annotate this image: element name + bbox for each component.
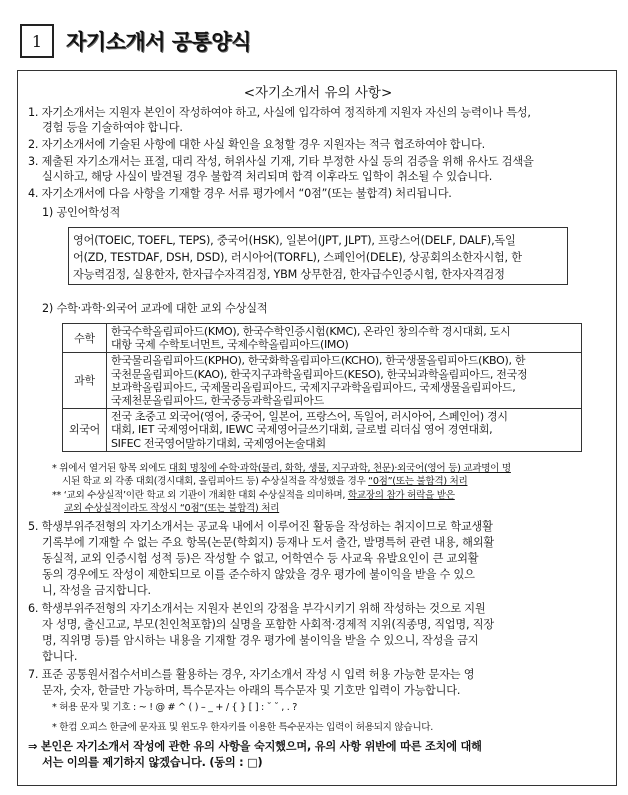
language-test-line-3: 자능력검정, 실용한자, 한자급수자격검정, YBM 상무한검, 한자급수인증시험, 한자자격검정 bbox=[73, 268, 505, 281]
competition-line: 전국 초중고 외국어(영어, 중국어, 일본어, 프랑스어, 독일어, 러시아어, 스페인어) 경시 bbox=[111, 410, 508, 424]
item-4-line-1: 4. 자기소개서에 다음 사항을 기재할 경우 서류 평가에서 “0점”(또는 불합격) 처리됩니다. bbox=[28, 187, 452, 200]
competition-line: 보과학올림피아드, 국제물리올림피아드, 국제지구과학올림피아드, 국제생물올림피아드, bbox=[111, 380, 516, 394]
competition-line: 한국물리올림피아드(KPHO), 한국화학올림피아드(KCHO), 한국생물올림피아드(KBO), 한 bbox=[111, 354, 526, 368]
section-number: 1 bbox=[20, 24, 54, 58]
section-header bbox=[20, 24, 280, 60]
footnote-1-text-d: “0점”(또는 불합격) 처리 bbox=[368, 476, 468, 487]
agreement-line-2: 서는 이의를 제기하지 않겠습니다. (동의 : □) bbox=[42, 756, 263, 769]
hancom-note: * 한컴 오피스 한글에 문자표 및 윈도우 한자키를 이용한 특수문자는 입력이 허용되지 않습니다. bbox=[52, 722, 434, 733]
item-6-line-4: 합니다. bbox=[42, 650, 78, 663]
item-5-line-4: 동의 경우에도 작성이 제한되므로 이를 준수하지 않았을 경우 평가에 불이익을 받을 수 있으 bbox=[42, 568, 475, 581]
item-3-line-1: 3. 제출된 자기소개서는 표절, 대리 작성, 허위사실 기재, 기타 부정한 사실 등의 검증을 위해 유사도 검색을 bbox=[28, 155, 534, 168]
footnote-1-text-a: * 위에서 열거된 항목 외에도 bbox=[52, 463, 169, 474]
item-7-line-1: 7. 표준 공통원서접수서비스를 활용하는 경우, 자기소개서 작성 시 입력 허용 가능한 문자는 영 bbox=[28, 668, 475, 681]
footnote-2-text-a: ** ‘교외 수상실적’이란 학교 외 기관이 개최한 대회 수상실적을 의미하며, bbox=[52, 490, 348, 501]
competition-line: 대회, IET 국제영어대회, IEWC 국제영어글쓰기대회, 글로벌 리더십 영어 경연대회, bbox=[111, 423, 493, 437]
item-5-line-1: 5. 학생부위주전형의 자기소개서는 공교육 내에서 이루어진 활동을 작성하는 취지이므로 학교생활 bbox=[28, 520, 493, 533]
item-5-line-2: 기록부에 기재할 수 없는 주요 항목(논문(학회지) 등재나 도서 출간, 발명특허 관련 내용, 해외활 bbox=[42, 536, 494, 549]
subject-cell: 외국어 bbox=[63, 409, 107, 452]
footnote-2-line-1 bbox=[52, 489, 455, 502]
footnote-1-line-2 bbox=[62, 475, 467, 488]
subject-cell: 수학 bbox=[63, 324, 107, 353]
table-row bbox=[63, 324, 582, 353]
competition-list bbox=[107, 353, 582, 409]
language-test-line-2: 어(ZD, TESTDAF, DSH, DSD), 러시아어(TORFL), 스페인어(DELE), 상공회의소한자시험, 한 bbox=[73, 251, 522, 264]
competition-list bbox=[107, 324, 582, 353]
footnote-1-line-1 bbox=[52, 462, 511, 475]
item-1-line-2: 경험 등을 기술하여야 합니다. bbox=[42, 121, 183, 134]
item-5-line-3: 동실적, 교외 인증시험 성적 등)은 작성할 수 없고, 어학연수 등 사교육 유발요인이 큰 교외활 bbox=[42, 552, 479, 565]
item-6-line-2: 자 성명, 출신고교, 부모(친인척포함)의 실명을 포함한 사회적·경제적 지위(직종명, 직업명, 직장 bbox=[42, 618, 494, 631]
table-row bbox=[63, 353, 582, 409]
footnote-2-line-2: 교외 수상실적이라도 작성시 “0점”(또는 불합격) 처리 bbox=[64, 503, 280, 514]
footnote-1-text-c: 시된 학교 외 각종 대회(경시대회, 올림피아드 등) 수상실적을 작성했을 경우 bbox=[62, 476, 369, 487]
competition-line: SIFEC 전국영어말하기대회, 국제영어논술대회 bbox=[111, 436, 326, 450]
allowed-characters: * 허용 문자 및 기호 : ~ ! @ # ^ ( ) – _ + / { } [ ] : ˘ ˘ , . ? bbox=[52, 702, 298, 713]
item-3-line-2: 실시하고, 해당 사실이 발견될 경우 불합격 처리되며 합격 이후라도 입학이 취소될 수 있습니다. bbox=[42, 170, 493, 183]
sub-1-label: 1) 공인어학성적 bbox=[42, 206, 121, 219]
item-6-line-1: 6. 학생부위주전형의 자기소개서는 지원자 본인의 강점을 부각시키기 위해 작성하는 것으로 지원 bbox=[28, 602, 486, 615]
sub-2-label: 2) 수학·과학·외국어 교과에 대한 교외 수상실적 bbox=[42, 302, 268, 315]
notice-heading: <자기소개서 유의 사항> bbox=[243, 85, 393, 101]
competition-line: 대항 국제 수학토너먼트, 국제수학올림피아드(IMO) bbox=[111, 338, 349, 352]
competition-line: 한국수학올림피아드(KMO), 한국수학인증시험(KMC), 온라인 창의수학 경시대회, 도시 bbox=[111, 325, 511, 338]
footnote-2-text-b: 학교장의 참가 허락을 받은 bbox=[347, 490, 455, 501]
agreement-line-1: ⇒ 본인은 자기소개서 작성에 관한 유의 사항을 숙지했으며, 유의 사항 위반에 따른 조치에 대해 bbox=[28, 740, 482, 753]
item-6-line-3: 명, 직위명 등)를 암시하는 내용을 기재할 경우 평가에 불이익을 받을 수 있으니, 작성을 금지 bbox=[42, 634, 479, 647]
language-test-line-1: 영어(TOEIC, TOEFL, TEPS), 중국어(HSK), 일본어(JPT, JLPT), 프랑스어(DELF, DALF),독일 bbox=[73, 234, 516, 247]
competition-line: 국제천문올림피아드, 한국중등과학올림피아드 bbox=[111, 394, 324, 408]
language-test-box bbox=[68, 227, 568, 285]
competition-list bbox=[107, 409, 582, 452]
competition-table bbox=[62, 323, 582, 452]
competition-line: 국천문올림피아드(KAO), 한국지구과학올림피아드(KESO), 한국뇌과학올림피아드, 전국정 bbox=[111, 367, 528, 381]
item-7-line-2: 문자, 숫자, 한글만 가능하며, 특수문자는 아래의 특수문자 및 기호만 입력이 가능합니다. bbox=[42, 684, 461, 697]
item-5-line-5: 니, 작성을 금지합니다. bbox=[42, 584, 151, 597]
table-row bbox=[63, 409, 582, 452]
footnote-1-text-b: 대회 명칭에 수학·과학(물리, 화학, 생물, 지구과학, 천문)·외국어(영어 등) 교과명이 명 bbox=[168, 463, 511, 474]
item-2-line-1: 2. 자기소개서에 기술된 사항에 대한 사실 확인을 요청할 경우 지원자는 적극 협조하여야 합니다. bbox=[28, 138, 485, 151]
notice-box bbox=[17, 70, 617, 786]
page-title: 자기소개서 공통양식 bbox=[66, 30, 251, 54]
item-1-line-1: 1. 자기소개서는 지원자 본인이 작성하여야 하고, 사실에 입각하여 정직하게 지원자 자신의 능력이나 특성, bbox=[28, 106, 531, 119]
subject-cell: 과학 bbox=[63, 353, 107, 409]
